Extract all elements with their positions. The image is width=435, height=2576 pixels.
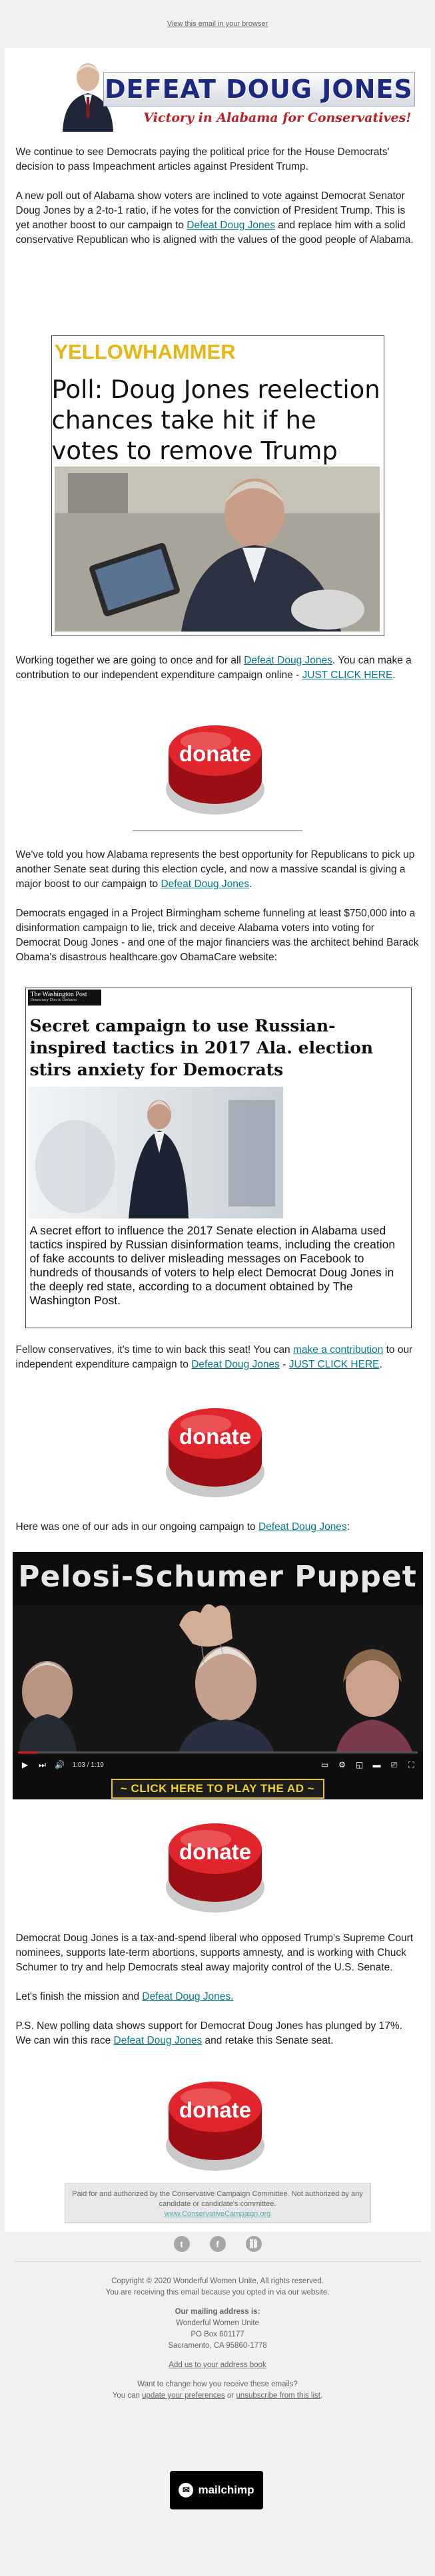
defeat-doug-jones-link[interactable]: Defeat Doug Jones. — [142, 1991, 234, 2002]
section-6-paragraph-3: P.S. New polling data shows support for Democrat Doug Jones has plunged by 17%. We can win this race Defeat Doug Jones and retake this Senate seat. — [15, 2020, 402, 2046]
defeat-doug-jones-link[interactable]: Defeat Doug Jones — [187, 220, 275, 231]
play-icon[interactable]: ▶ — [21, 1760, 29, 1769]
donate-button-label: donate — [179, 2098, 251, 2122]
address-line: Wonderful Women Unite — [176, 2319, 259, 2327]
article-photo — [29, 1087, 283, 1218]
section-4-text — [16, 1343, 419, 1372]
video-title: Pelosi-Schumer Puppet — [18, 1560, 417, 1594]
fullscreen-icon[interactable]: ⛶ — [408, 1759, 414, 1769]
social-links — [0, 2236, 435, 2252]
footer-divider — [15, 2261, 420, 2262]
theater-icon[interactable]: ▬ — [372, 1760, 381, 1769]
video-progress-bar[interactable] — [18, 1751, 418, 1753]
section-2-paragraph: Working together we are going to once and for all Defeat Doug Jones. You can make a contribution to our independent expenditure campaign online - JUST CLICK HERE. — [15, 655, 412, 681]
change-preferences-question: Want to change how you receive these emails? — [137, 2380, 298, 2388]
settings-icon[interactable]: ⚙ — [338, 1760, 346, 1769]
defeat-doug-jones-link[interactable]: Defeat Doug Jones — [113, 2035, 203, 2046]
video-progress-fill — [18, 1751, 38, 1753]
play-ad-button[interactable]: ~ CLICK HERE TO PLAY THE AD ~ — [111, 1779, 324, 1799]
defeat-doug-jones-link[interactable]: Defeat Doug Jones — [191, 1359, 280, 1370]
mailchimp-wordmark: mailchimp — [198, 2484, 254, 2496]
section-6-text — [16, 1931, 419, 2048]
address-line: PO Box 601177 — [191, 2330, 244, 2338]
donate-button-label: donate — [179, 1424, 251, 1449]
paid-for-disclaimer — [65, 2183, 371, 2223]
subtitles-icon[interactable]: ▭ — [320, 1760, 329, 1769]
preferences-row: You can update your preferences or unsubscribe from this list. — [112, 2392, 323, 2400]
footer-reason: You are receiving this email because you opted in via our website. — [105, 2289, 330, 2297]
view-in-browser-link[interactable]: View this email in your browser — [167, 20, 268, 28]
add-address-book-row — [0, 2360, 435, 2371]
volume-icon[interactable]: 🔊 — [55, 1760, 65, 1769]
preheader — [0, 0, 435, 48]
video-time: 1:03 / 1:19 — [72, 1761, 104, 1769]
defeat-doug-jones-link[interactable]: Defeat Doug Jones — [244, 655, 332, 666]
mailchimp-logo-icon: ✉ — [179, 2483, 193, 2497]
next-icon[interactable]: ⏭ — [39, 1759, 46, 1769]
section-4-paragraph: Fellow conservatives, it's time to win back this seat! You can make a contribution to our independent expenditure campaign to Defeat Doug Jones - JUST CLICK HERE. — [15, 1344, 413, 1370]
make-a-contribution-link[interactable]: make a contribution — [293, 1344, 384, 1356]
intro-paragraph-2: A new poll out of Alabama show voters are inclined to vote against Democrat Senator Doug Jones by a 2-to-1 ratio, if he votes for the conviction of President Trump. This is yet another boost to our campaign to Defeat Doug Jones and replace him with a solid conservative Republican who is aligned with the values of the good people of Alabama. — [15, 190, 414, 246]
donate-button-label: donate — [179, 1839, 251, 1864]
video-ad-player[interactable] — [13, 1552, 423, 1799]
website-icon[interactable]: ⛓ — [246, 2236, 262, 2252]
footer-copyright: Copyright © 2020 Wonderful Women Unite, All rights reserved. — [111, 2277, 324, 2285]
facebook-icon[interactable]: f — [210, 2236, 226, 2252]
video-control-bar — [13, 1755, 423, 1774]
section-3-paragraph-1: We've told you how Alabama represents the best opportunity for Republicans to pick up another Senate seat during this election cycle, and now a massive scandal is giving a major boost to our campaign to Defeat Doug Jones. — [15, 849, 415, 890]
donate-button[interactable] — [159, 1809, 271, 1921]
washington-post-article-card[interactable] — [25, 988, 412, 1328]
section-2-text — [16, 653, 419, 683]
yellowhammer-article-card[interactable] — [51, 335, 384, 636]
section-6-paragraph-1: Democrat Doug Jones is a tax-and-spend liberal who opposed Trump's Supreme Court nominees, supports late-term abortions, supports amnesty, and is working with Chuck Schumer to try and help Democrats steal away majority control of the U.S. Senate. — [15, 1932, 414, 1973]
section-5-text — [16, 1520, 419, 1535]
update-preferences-link[interactable]: update your preferences — [142, 2392, 225, 2400]
twitter-icon[interactable]: t — [174, 2236, 190, 2252]
section-5-paragraph: Here was one of our ads in our ongoing campaign to Defeat Doug Jones: — [15, 1521, 350, 1533]
yellowhammer-logo: YELLOWHAMMER — [54, 340, 236, 363]
banner-title-plate — [103, 72, 415, 106]
campaign-website-link[interactable]: www.ConservativeCampaign.org — [164, 2210, 271, 2218]
section-3-paragraph-2: Democrats engaged in a Project Birmingham scheme funneling at least $750,000 into a disinformation campaign to lie, trick and deceive Alabama voters into voting for Democrat Doug Jones - and one of the major financiers was the architect behind Barack Obama's disastrous healthcare.gov ObamaCare website: — [15, 908, 419, 963]
section-6-paragraph-2: Let's finish the mission and Defeat Doug Jones. — [15, 1991, 234, 2002]
address-line: Sacramento, CA 95860-1778 — [168, 2342, 267, 2350]
just-click-here-link[interactable]: JUST CLICK HERE — [302, 669, 393, 681]
section-divider — [133, 830, 302, 831]
cast-icon[interactable]: ⎚ — [390, 1759, 398, 1769]
mailing-address-heading: Our mailing address is: — [175, 2308, 260, 2316]
doug-jones-photo — [55, 466, 380, 632]
intro-paragraph-1: We continue to see Democrats paying the political price for the House Democrats' decision to pass Impeachment articles against President Trump. — [15, 146, 390, 172]
section-3-text — [16, 848, 419, 965]
miniplayer-icon[interactable]: ◱ — [355, 1760, 364, 1769]
donate-button[interactable] — [159, 2067, 271, 2179]
intro-text — [16, 145, 419, 248]
donate-button-label: donate — [179, 741, 251, 766]
donate-button[interactable] — [159, 711, 271, 823]
banner-title: DEFEAT DOUG JONES — [105, 75, 413, 104]
add-to-address-book-link[interactable]: Add us to your address book — [169, 2361, 266, 2369]
just-click-here-link[interactable]: JUST CLICK HERE — [288, 1359, 380, 1370]
article-headline: Secret campaign to use Russian-inspired tactics in 2017 Ala. election stirs anxiety for Democrats — [29, 1016, 374, 1079]
defeat-doug-jones-link[interactable]: Defeat Doug Jones — [161, 878, 250, 890]
banner-tagline: Victory in Alabama for Conservatives! — [143, 110, 412, 125]
unsubscribe-link[interactable]: unsubscribe from this list — [236, 2392, 320, 2400]
mailchimp-badge[interactable] — [170, 2471, 263, 2509]
disclaimer-text: Paid for and authorized by the Conservative Campaign Committee. Not authorized by any candidate or candidate's committee. — [72, 2190, 363, 2208]
email-body — [5, 48, 431, 2232]
article-summary: A secret effort to influence the 2017 Senate election in Alabama used tactics inspired by Russian disinformation teams, including the creation of fake accounts to deliver misleading messages on Facebook to hundreds of thousands of voters to help elect Democrat Doug Jones in the deeply red state, according to a document obtained by The Washington Post. — [29, 1224, 396, 1307]
article-headline: Poll: Doug Jones reelection chances take hit if he votes to remove Trump — [51, 375, 380, 465]
header-banner[interactable] — [41, 56, 414, 132]
donate-button[interactable] — [159, 1393, 271, 1505]
defeat-doug-jones-link[interactable]: Defeat Doug Jones — [258, 1521, 347, 1533]
washington-post-logo: The Washington Post Democracy Dies in Darkness — [28, 990, 101, 1006]
